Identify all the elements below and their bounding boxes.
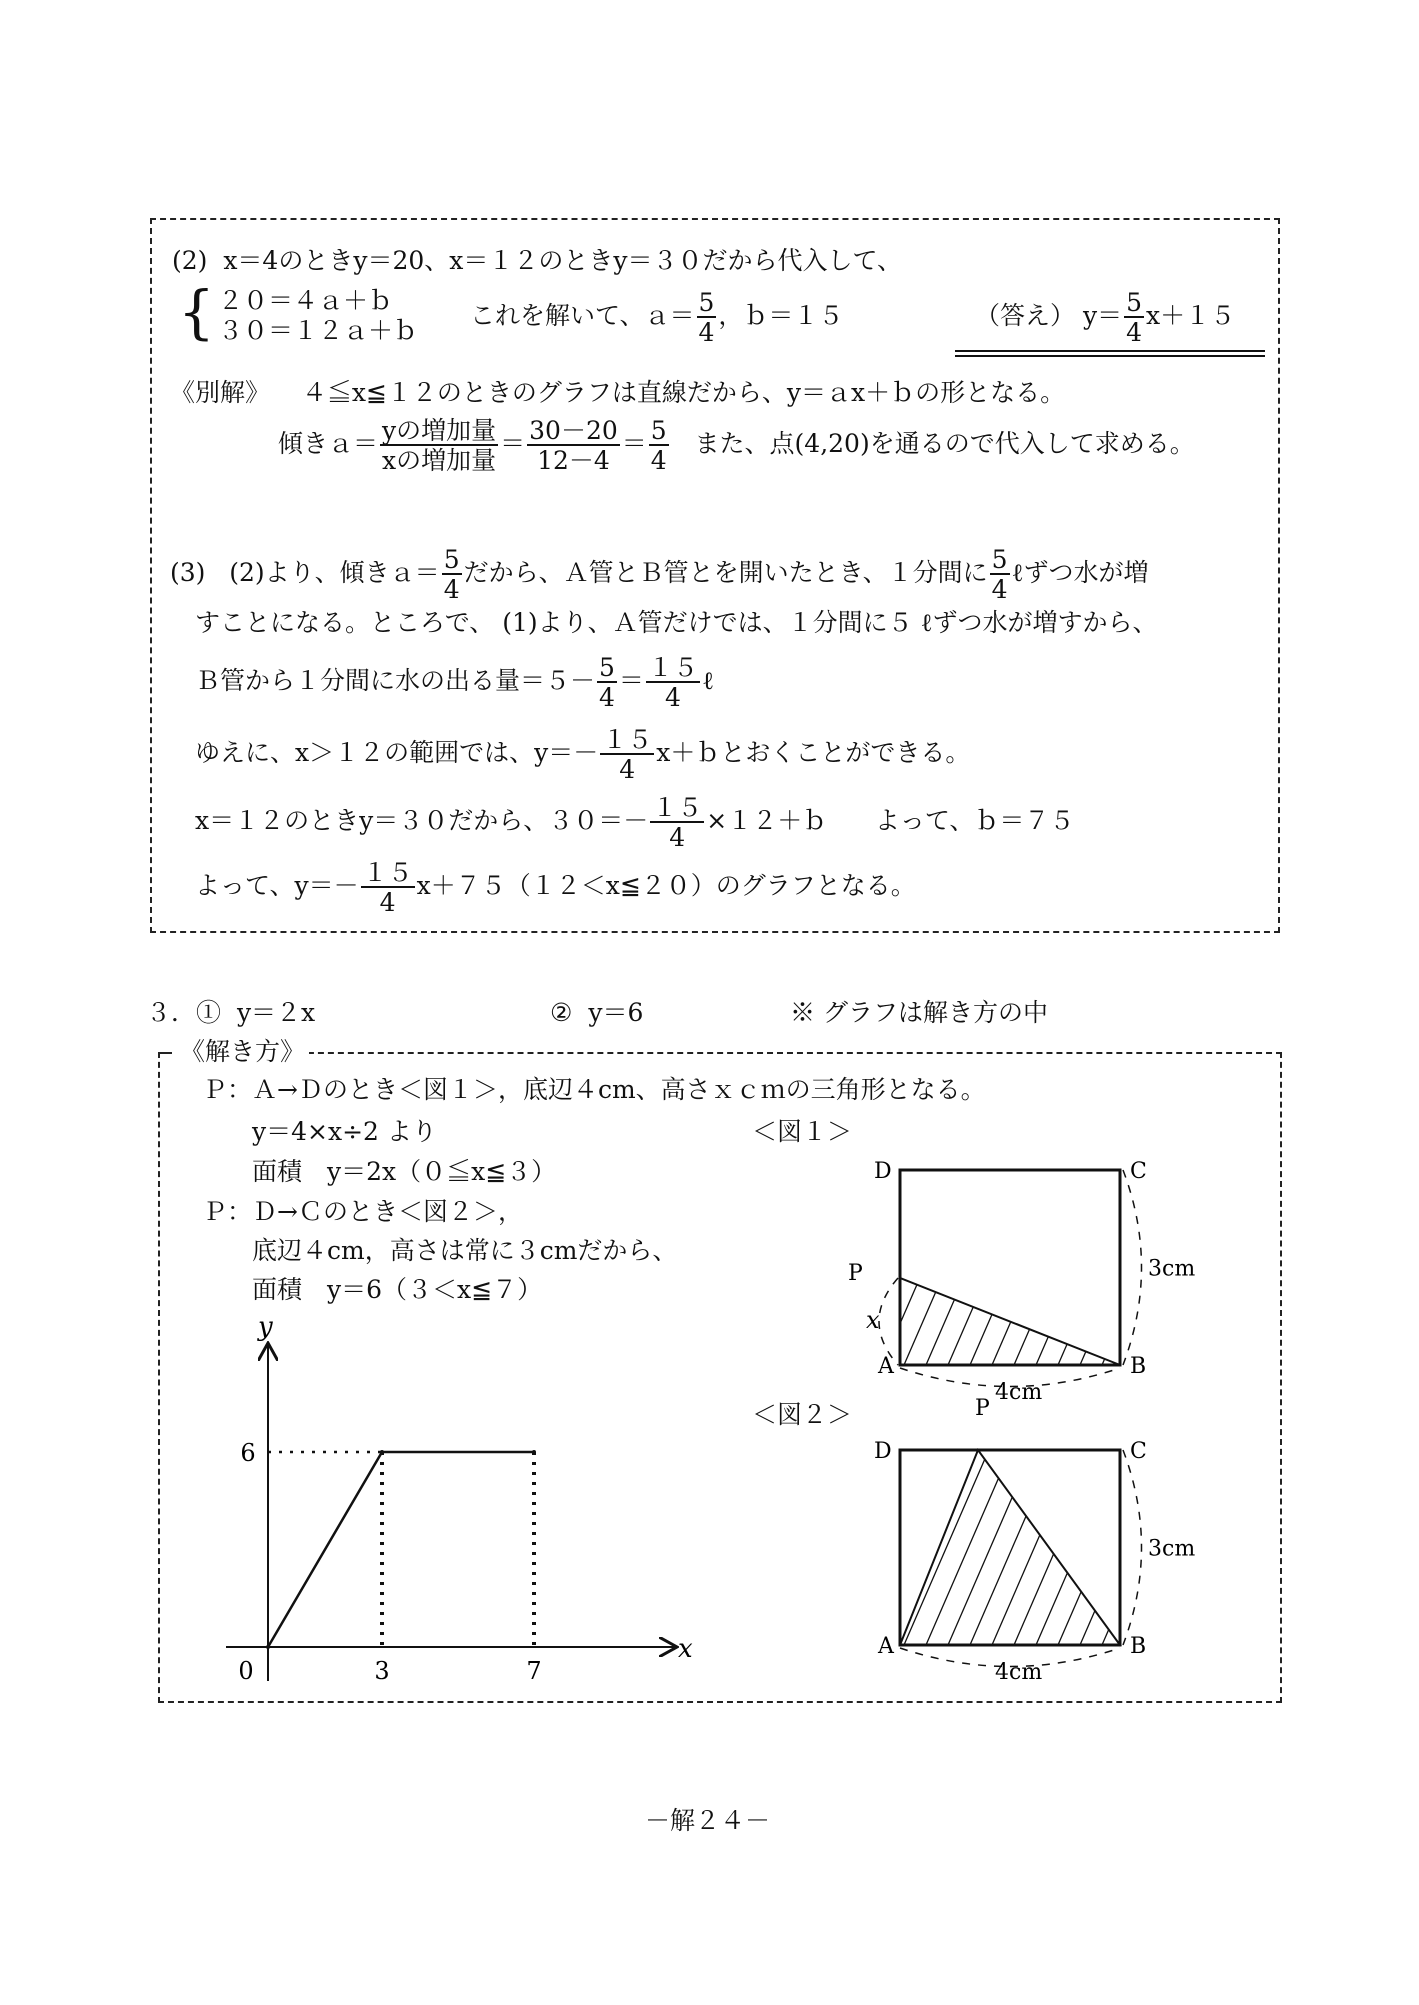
x-arc [879, 1278, 898, 1365]
figure1 [830, 1140, 1200, 1420]
fraction [597, 655, 617, 710]
width-label: 4cm [995, 1380, 1043, 1405]
point-P-below: P [975, 1396, 990, 1421]
slope-label: 傾きａ＝ [278, 429, 379, 458]
vertex-B: B [1130, 1634, 1147, 1659]
text: ＝ [618, 666, 644, 695]
width-label: 4cm [995, 1660, 1043, 1685]
b-value: ，ｂ＝１５ [718, 301, 844, 330]
text: ℓ [701, 666, 714, 695]
frac-den: 4 [599, 683, 615, 712]
text: (2)より、傾きａ＝ [229, 558, 440, 587]
frac-num: １５ [362, 858, 413, 887]
y-tick-label: 6 [240, 1439, 256, 1467]
triangle-ABP [900, 1278, 1120, 1365]
vertex-A: A [878, 1634, 894, 1659]
series-line [268, 1452, 534, 1647]
equation-1: ２０＝４ａ＋ｂ [218, 286, 394, 315]
alt-text: ４≦x≦１２のときのグラフは直線だから、y＝ａx＋ｂの形となる。 [301, 378, 1066, 407]
figure2-label: ＜図２＞ [752, 1400, 853, 1429]
section3-line3 [195, 655, 714, 710]
text: ×１２＋ｂ [706, 806, 828, 835]
x-tick-label: 3 [374, 1657, 390, 1685]
answer-rest: x＋１５ [1146, 301, 1236, 330]
graph-note: ※ グラフは解き方の中 [790, 998, 1048, 1027]
answer-label: （答え） [975, 301, 1076, 330]
frac-num: １５ [647, 653, 698, 682]
text: x＝１２のときy＝３０だから、３０＝－ [195, 806, 649, 835]
section2-text: x＝4のときy＝20、x＝１２のときy＝３０だから代入して、 [223, 246, 902, 275]
method-line1: Ｐ：Ａ→Ｄのとき＜図１＞，底辺４cm、高さｘｃｍの三角形となる。 [202, 1075, 986, 1104]
solve-text: これを解いて、ａ＝ [470, 301, 695, 330]
x-axis-label: x [678, 1634, 693, 1664]
frac-den: 4 [991, 575, 1008, 604]
fraction [600, 727, 654, 782]
slope-fraction-3 [649, 418, 669, 473]
text: x＋７５（１２＜x≦２０）のグラフとなる。 [416, 871, 916, 900]
fraction-a [697, 290, 717, 345]
system-brace: { [178, 278, 215, 346]
answer1-mark: ① [196, 998, 222, 1027]
fraction [650, 795, 704, 850]
section3-line2: すことになる。ところで、 (1)より、Ａ管だけでは、１分間に５ ℓずつ水が増すから、 [195, 608, 1158, 637]
text: だから、Ａ管とＢ管とを開いたとき、１分間に [463, 558, 988, 587]
frac-num: 5 [698, 288, 715, 317]
answer-fraction [1124, 290, 1144, 345]
text: Ｂ管から１分間に水の出る量＝５－ [195, 666, 596, 695]
section3-line4 [195, 727, 970, 782]
frac-den: 4 [650, 446, 667, 475]
vertex-A: A [878, 1354, 894, 1379]
frac-num: １５ [602, 725, 653, 754]
frac-num: 5 [1126, 288, 1142, 317]
problem-number: ３． [146, 998, 197, 1027]
frac-num: 5 [991, 545, 1008, 574]
text: x＋ｂとおくことができる。 [656, 738, 971, 767]
section3-line1 [170, 547, 1149, 602]
fraction [361, 860, 415, 915]
answer-2 [975, 290, 1235, 345]
section3-label: (3) [170, 558, 206, 587]
frac-den: 12－4 [537, 446, 610, 475]
page-number: －解２４－ [645, 1806, 771, 1835]
frac-den: xの増加量 [382, 446, 497, 475]
vertex-D: D [874, 1159, 892, 1184]
frac-den: 4 [698, 318, 715, 347]
x-label: x [866, 1306, 880, 1334]
method-line4: Ｐ：Ｄ→Ｃのとき＜図２＞， [202, 1197, 523, 1226]
frac-num: yの増加量 [382, 416, 497, 445]
slope-fraction-1 [380, 418, 498, 473]
method-line5: 底辺４cm，高さは常に３cmだから、 [252, 1236, 678, 1265]
height-arc [1123, 1450, 1142, 1645]
vertex-D: D [874, 1439, 892, 1464]
method-label: 《解き方》 [176, 1037, 309, 1067]
frac-den: 4 [443, 575, 460, 604]
height-label: 3cm [1148, 1256, 1196, 1282]
rectangle-ABCD [900, 1450, 1120, 1645]
text: よって、ｂ＝７５ [874, 806, 1075, 835]
fraction [646, 655, 700, 710]
alt-label: 《別解》 [170, 378, 271, 407]
vertex-C: C [1130, 1159, 1147, 1184]
figure2 [830, 1420, 1200, 1690]
frac-den: 4 [664, 683, 681, 712]
frac-den: 4 [669, 823, 686, 852]
answer-double-underline [955, 350, 1265, 357]
section2-line1 [172, 246, 902, 276]
solve-line [470, 290, 843, 345]
figure1-label: ＜図１＞ [752, 1117, 853, 1146]
x-tick-label: 0 [238, 1657, 254, 1685]
y-axis-label: y [258, 1312, 273, 1342]
frac-den: 4 [379, 888, 396, 917]
problem3-answer2 [550, 998, 643, 1028]
method-line3: 面積 y＝2x（０≦x≦３） [252, 1157, 557, 1186]
answer-y: y＝ [1082, 301, 1123, 330]
answer1: y＝２x [236, 998, 316, 1027]
frac-den: 4 [1126, 318, 1142, 347]
height-label: 3cm [1148, 1536, 1196, 1562]
slope-tail: また、点(4,20)を通るので代入して求める。 [694, 429, 1195, 458]
x-tick-label: 7 [526, 1657, 542, 1685]
frac-num: 5 [650, 416, 667, 445]
frac-num: １５ [652, 793, 703, 822]
alt-solution-line1 [170, 378, 1065, 408]
frac-num: 5 [443, 545, 460, 574]
method-line2: y＝4×x÷2 より [252, 1117, 437, 1146]
text: ゆえに、x＞１２の範囲では、y＝－ [195, 738, 599, 767]
section2-label: (2) [172, 246, 208, 275]
point-P: P [848, 1261, 863, 1286]
vertex-B: B [1130, 1354, 1147, 1379]
rectangle-ABCD [900, 1170, 1120, 1365]
slope-fraction-2 [527, 418, 620, 473]
frac-den: 4 [619, 755, 636, 784]
data-point [532, 1450, 536, 1454]
vertex-C: C [1130, 1439, 1147, 1464]
data-point [380, 1450, 384, 1454]
text: よって、y＝－ [195, 871, 359, 900]
method-line6: 面積 y＝6（３＜x≦７） [252, 1275, 543, 1304]
answer2-mark: ② [550, 998, 573, 1027]
data-point [266, 1645, 270, 1649]
triangle-ABP [900, 1450, 1120, 1645]
frac-num: 30－20 [529, 416, 618, 445]
fraction [990, 547, 1010, 602]
fraction [442, 547, 462, 602]
equation-2: ３０＝１２ａ＋ｂ [218, 316, 419, 345]
problem3-answers [146, 998, 315, 1028]
slope-line: 傾きａ＝ $\frac{\text{yの増加量}}{\text{xの増加量}}$ ＝ $\frac{30-20}{12-4}$ ＝ $\frac{5}{4}$ また、点(4,20)を通るので代入して求める。 [278, 416, 1195, 475]
section3-line5 [195, 795, 1074, 850]
text: ℓずつ水が増 [1011, 558, 1149, 587]
section3-line6 [195, 860, 916, 915]
answer2: y＝6 [588, 998, 644, 1027]
area-graph [220, 1305, 693, 1685]
frac-num: 5 [599, 653, 615, 682]
height-arc [1123, 1170, 1142, 1365]
